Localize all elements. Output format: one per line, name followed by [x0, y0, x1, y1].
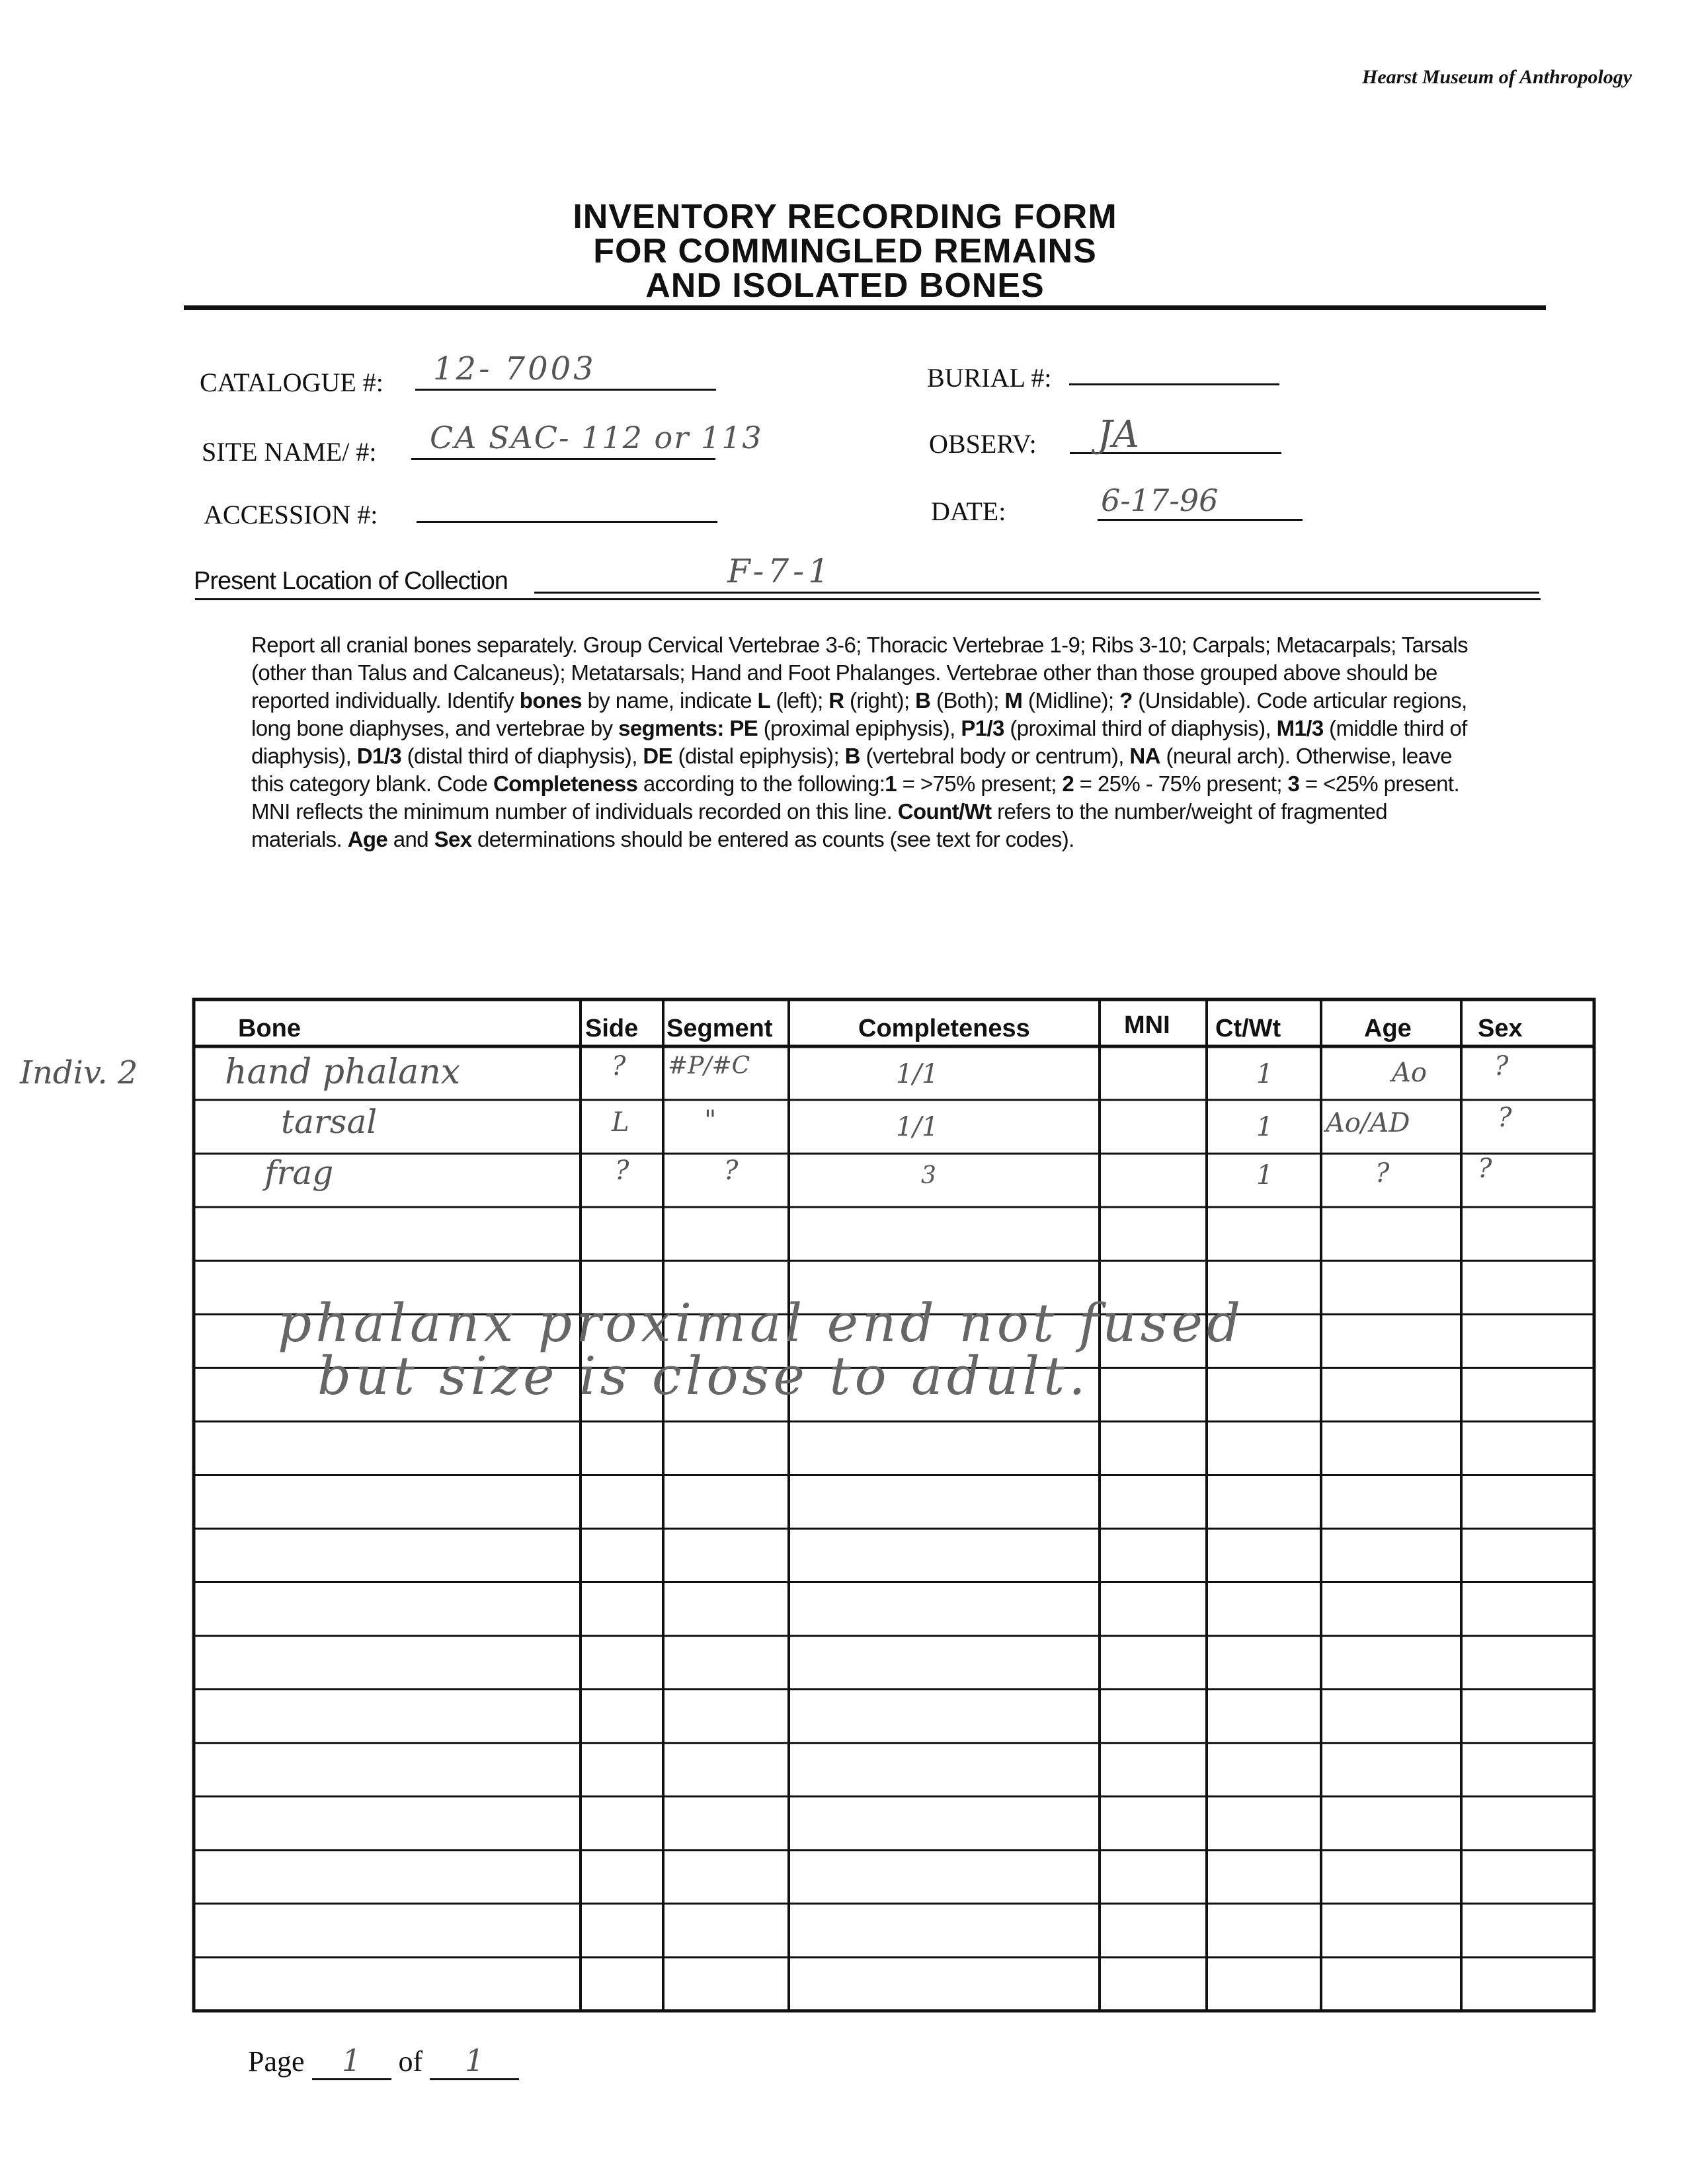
col-header-segment: Segment [666, 1015, 773, 1042]
row2-side[interactable]: L [612, 1107, 629, 1138]
row3-sex[interactable]: ? [1478, 1153, 1492, 1184]
burial-label: BURIAL #: [927, 363, 1052, 393]
row3-bone[interactable]: frag [264, 1153, 334, 1192]
row2-sex[interactable]: ? [1498, 1103, 1512, 1133]
row3-side[interactable]: ? [615, 1155, 629, 1186]
location-label: Present Location of Collection [194, 567, 508, 595]
row2-completeness[interactable]: 1/1 [896, 1112, 939, 1142]
row2-ctwt[interactable]: 1 [1256, 1112, 1273, 1142]
observ-label: OBSERV: [929, 429, 1037, 459]
note-line2: but size is close to adult. [317, 1345, 1090, 1407]
page-footer [248, 2043, 519, 2080]
accession-label: ACCESSION #: [204, 500, 378, 529]
location-value[interactable]: F-7-1 [727, 552, 833, 590]
row1-age[interactable]: Ao [1392, 1058, 1427, 1088]
col-header-side: Side [585, 1015, 639, 1042]
row3-completeness[interactable]: 3 [921, 1162, 936, 1189]
row1-sex[interactable]: ? [1494, 1051, 1509, 1081]
row3-segment[interactable]: ? [724, 1155, 739, 1186]
col-header-sex: Sex [1478, 1015, 1523, 1042]
row1-side[interactable]: ? [612, 1051, 626, 1081]
instructions-text: Report all cranial bones separately. Group Cervical Vertebrae 3-6; Thoracic Vertebrae 1-9; Ribs 3-10; Carpals; Metacarpals; Tarsals (other than Talus and Calcaneus); Metatarsals; Hand and Foot Phalanges. Vertebrae other than those grouped above should be reported individually. Identify bones by name, indicate L (left); R (right); B (Both); M (Midline); ? (Unsidable). Code articular regions, long bone diaphyses, and vertebrae by segments: PE (proximal epiphysis), P1/3 (proximal third of diaphysis), M1/3 (middle third of diaphysis), D1/3 (distal third of diaphysis), DE (distal epiphysis); B (vertebral body or centrum), NA (neural arch). Otherwise, leave this category blank. Code Completeness according to the following:1 = >75% present; 2 = 25% - 75% present; 3 = <25% present. MNI reflects the minimum number of individuals recorded on this line. Count/Wt refers to the number/weight of fragmented materials. Age and Sex determinations should be entered as counts (see text for codes). [251, 633, 1468, 851]
col-header-age: Age [1364, 1015, 1412, 1042]
form-title-line1: INVENTORY RECORDING FORM [573, 198, 1117, 236]
table-border [194, 999, 1594, 2011]
row1-bone[interactable]: hand phalanx [225, 1052, 461, 1092]
col-header-completeness: Completeness [858, 1015, 1030, 1042]
catalogue-label: CATALOGUE #: [200, 368, 383, 397]
page-value[interactable]: 1 [312, 2043, 391, 2080]
col-header-bone: Bone [238, 1015, 301, 1042]
site-value[interactable]: CA SAC- 112 or 113 [430, 420, 763, 455]
form-title-line2: FOR COMMINGLED REMAINS [593, 232, 1097, 270]
date-label: DATE: [931, 496, 1006, 526]
col-header-mni: MNI [1124, 1011, 1170, 1039]
row2-bone[interactable]: tarsal [281, 1103, 378, 1141]
row3-ctwt[interactable]: 1 [1256, 1160, 1273, 1190]
row3-age[interactable]: ? [1375, 1158, 1390, 1189]
date-value[interactable]: 6-17-96 [1101, 483, 1219, 518]
observ-value[interactable]: JA [1098, 413, 1139, 456]
row2-segment[interactable]: " [704, 1105, 717, 1136]
site-label: SITE NAME/ #: [202, 437, 377, 467]
form-title-line3: AND ISOLATED BONES [645, 266, 1045, 305]
margin-note: Indiv. 2 [20, 1054, 138, 1091]
of-value[interactable]: 1 [430, 2043, 519, 2080]
row2-age[interactable]: Ao/AD [1326, 1108, 1410, 1138]
row1-segment[interactable]: #P/#C [668, 1052, 750, 1079]
col-header-ctwt: Ct/Wt [1215, 1015, 1281, 1042]
row1-ctwt[interactable]: 1 [1256, 1059, 1273, 1089]
page-label: Page [248, 2045, 305, 2078]
museum-name: Hearst Museum of Anthropology [1362, 66, 1632, 88]
note-line1: phalanx proximal end not fused [278, 1292, 1245, 1354]
of-label: of [398, 2045, 423, 2078]
catalogue-value[interactable]: 12- 7003 [433, 350, 596, 387]
row1-completeness[interactable]: 1/1 [896, 1059, 939, 1089]
